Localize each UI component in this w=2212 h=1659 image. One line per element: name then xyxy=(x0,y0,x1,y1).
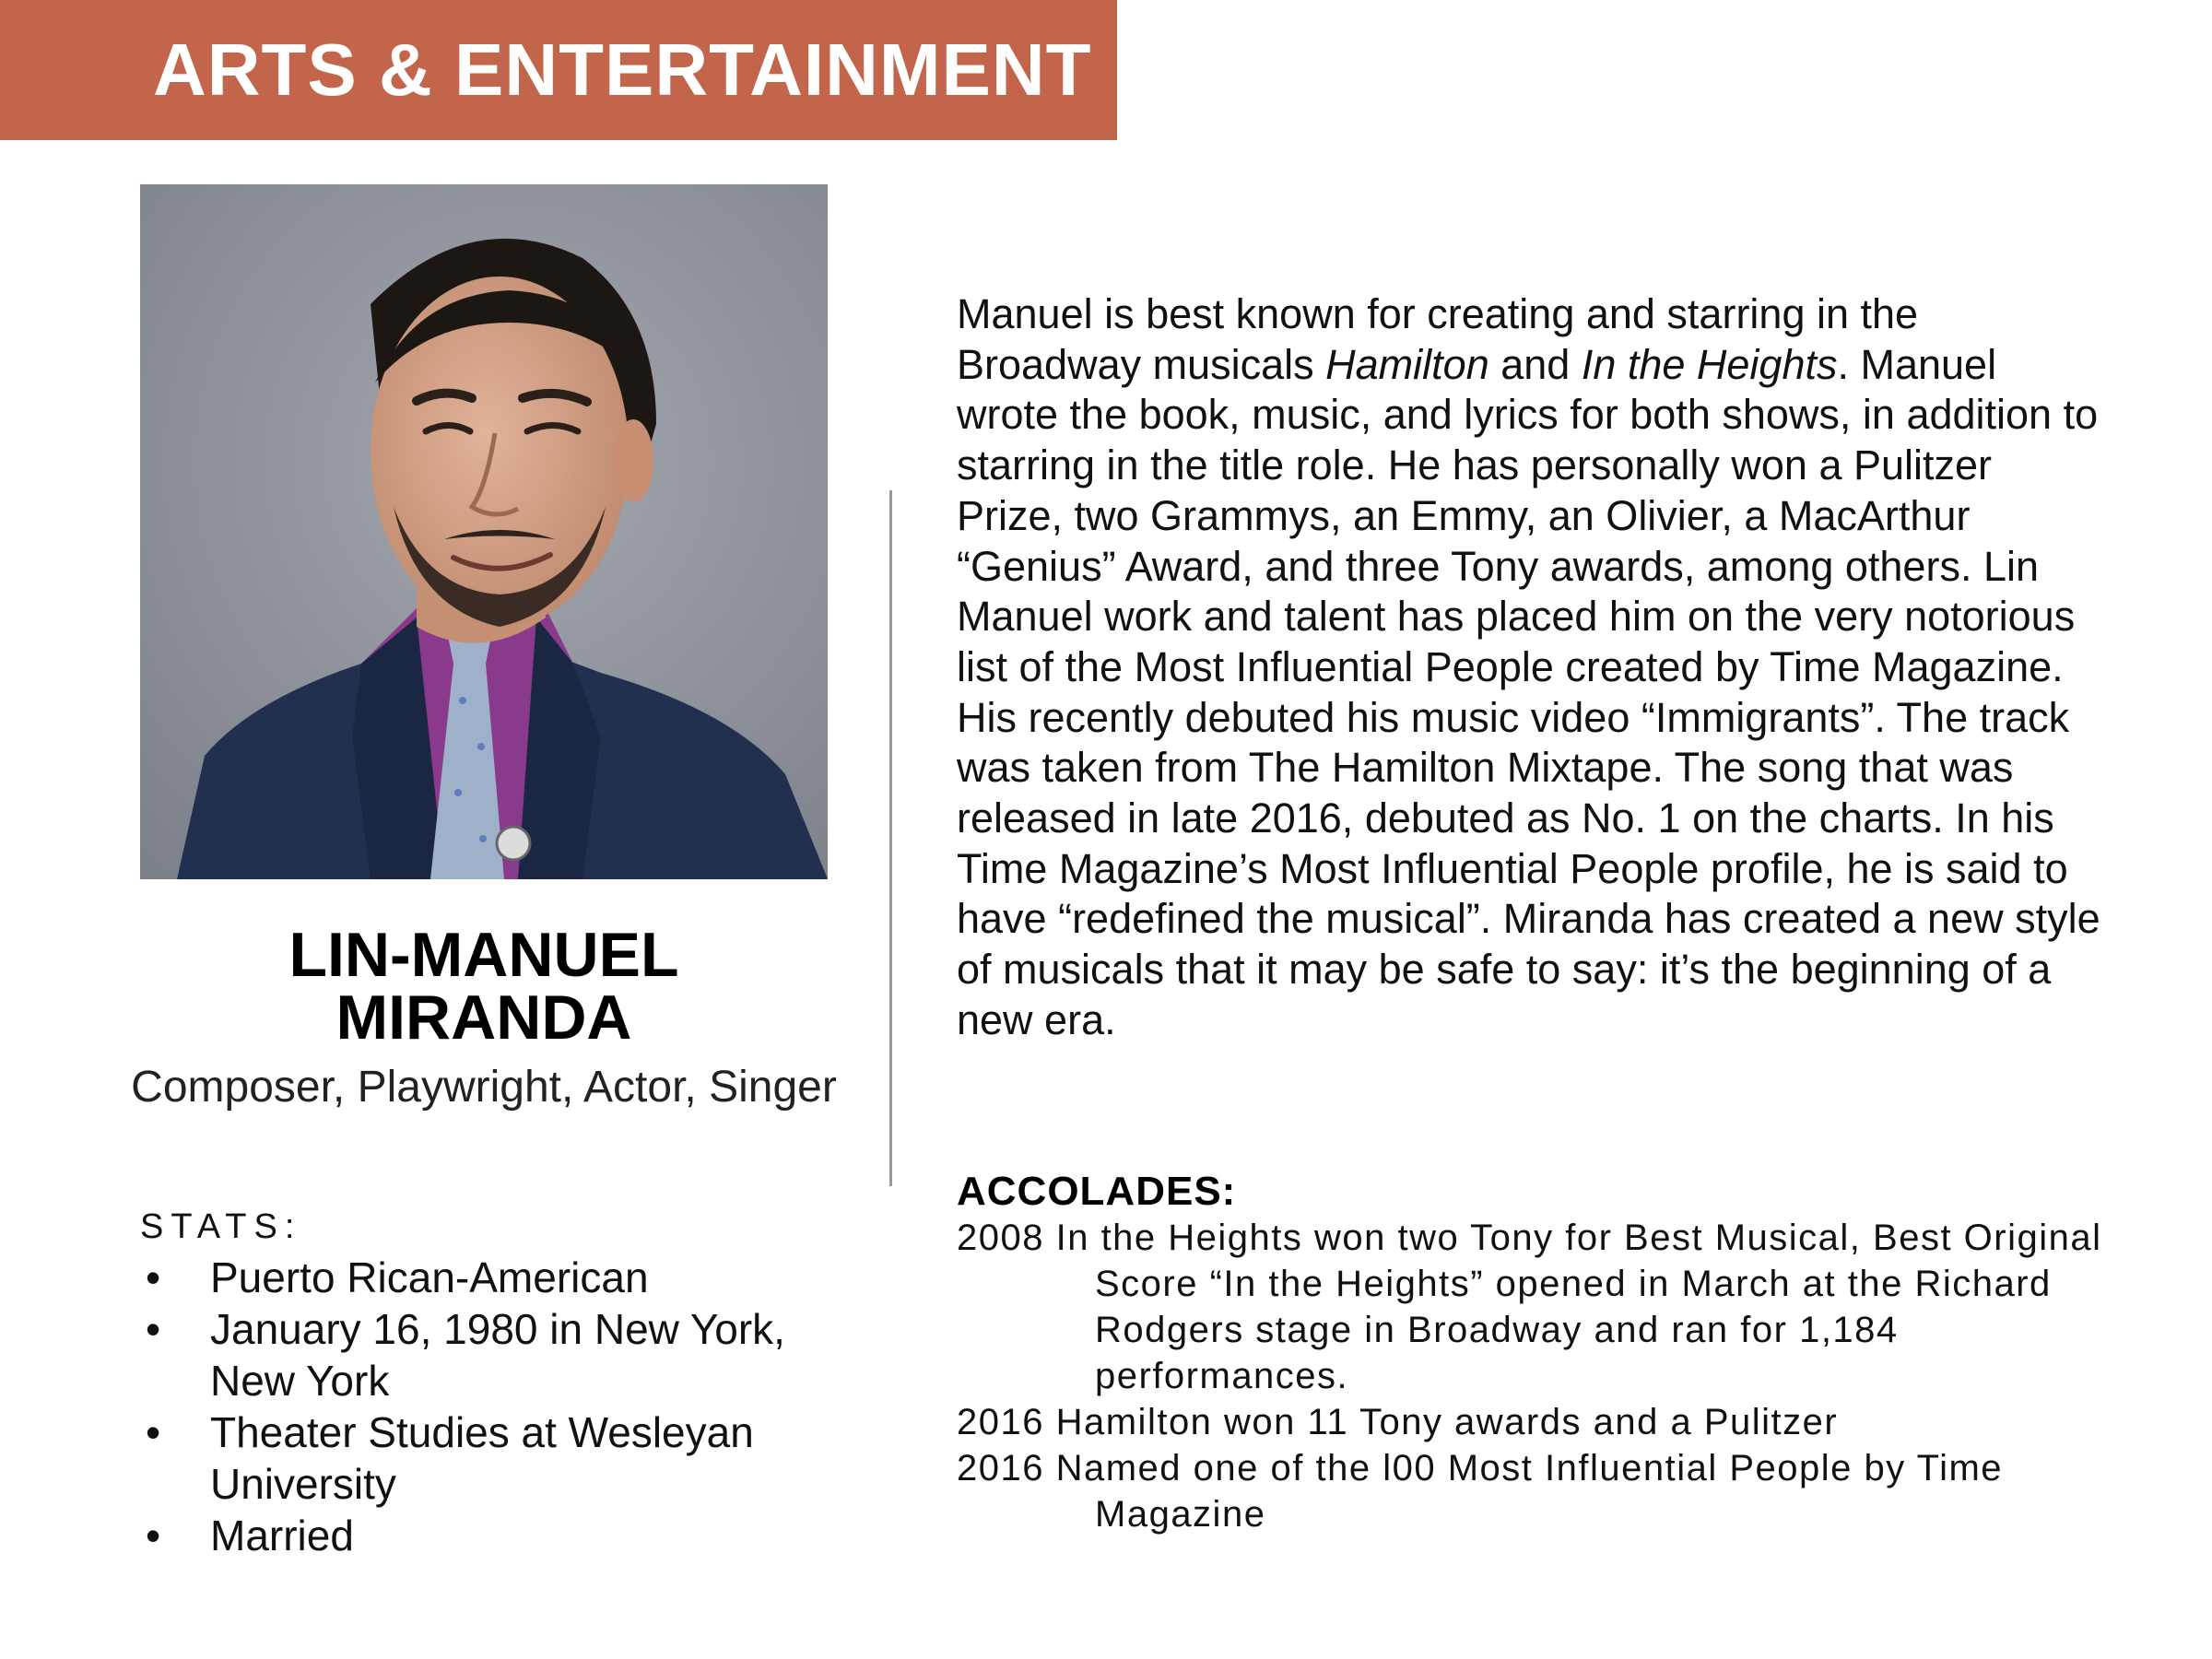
name-line-first: LIN-MANUEL xyxy=(288,920,679,990)
accolades-list xyxy=(957,1215,2155,1537)
bio-show-title: Hamilton xyxy=(1325,340,1489,388)
bio-text: Manuel is best known for creating and starring in the Broadway musicals xyxy=(957,290,1919,388)
column-divider xyxy=(889,490,892,1186)
portrait-photo xyxy=(140,184,828,879)
list-item xyxy=(140,1252,850,1303)
accolade-item: 2016 Hamilton won 11 Tony awards and a Pulitzer xyxy=(957,1402,1839,1442)
name-line-last: MIRANDA xyxy=(335,982,632,1053)
list-item xyxy=(140,1406,850,1510)
stats-item-text: January 16, 1980 in New York, New York xyxy=(210,1305,785,1405)
stats-item-text: Married xyxy=(210,1512,354,1559)
biography-paragraph xyxy=(957,289,2109,1046)
stats-list xyxy=(140,1252,850,1561)
bullet-icon: • xyxy=(146,1408,161,1456)
section-title: ARTS & ENTERTAINMENT xyxy=(153,29,1092,111)
stats-item-text: Theater Studies at Wesleyan University xyxy=(210,1408,754,1508)
stats-label: STATS: xyxy=(140,1207,302,1246)
list-item xyxy=(140,1303,850,1406)
bullet-icon: • xyxy=(146,1253,161,1301)
bio-text: . Manuel wrote the book, music, and lyrics for both shows, in addition to starring in the title role. He has personally won a Pulitzer Prize, two Grammys, an Emmy, an Olivier, a MacArthur “Genius” Award, and three Tony awards, among others. Lin Manuel work and talent has placed him on the very notorious list of the Most Influential People created by Time Magazine. His recently debuted his music video “Immigrants”. The track was taken from The Hamilton Mixtape. The song that was released in late 2016, debuted as No. 1 on the charts. In his Time Magazine’s Most Influential People profile, he is said to have “redefined the musical”. Miranda has created a new style of musicals that it may be safe to say: it’s the beginning of a new era. xyxy=(957,340,2100,1043)
bio-show-title: In the Heights xyxy=(1581,340,1838,388)
accolades-title: ACCOLADES: xyxy=(957,1169,1237,1214)
bullet-icon: • xyxy=(146,1305,161,1353)
accolade-item: 2016 Named one of the l00 Most Influential People by Time Magazine xyxy=(957,1448,2004,1535)
bullet-icon: • xyxy=(146,1512,161,1559)
section-banner xyxy=(0,0,1117,140)
person-name xyxy=(129,920,839,1053)
list-item xyxy=(140,1510,850,1561)
stats-item-text: Puerto Rican-American xyxy=(210,1253,649,1301)
accolade-item: 2008 In the Heights won two Tony for Best Musical, Best Original Score “In the Heights” opened in March at the Richard Rodgers stage in Broadway and ran for 1,184 performances. xyxy=(957,1218,2102,1396)
bio-text: and xyxy=(1488,340,1582,388)
person-role: Composer, Playwright, Actor, Singer xyxy=(131,1063,837,1112)
